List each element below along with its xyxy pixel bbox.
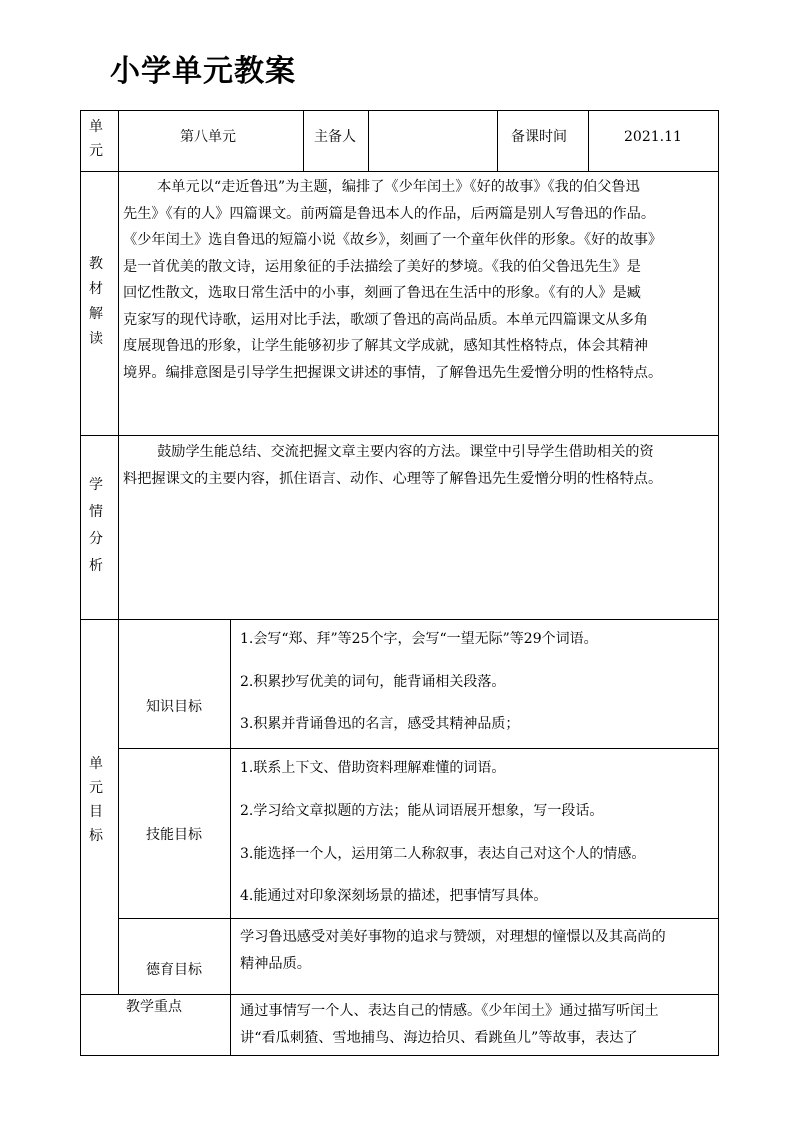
goals-label-char: 标 [89, 828, 103, 844]
knowledge-item: 1.会写“郑、拜”等25个字，会写“一望无际”等29个词语。 [240, 631, 598, 647]
unit-label [86, 115, 106, 163]
focus-line: 通过事情写一个人、表达自己的情感。《少年闰土》通过描写听闰土 [240, 1003, 659, 1019]
preparer-value-cell [368, 110, 498, 172]
textbook-line: 克家写的现代诗歌，运用对比手法，歌颂了鲁迅的高尚品质。本单元四篇课文从多角 [123, 311, 648, 328]
knowledge-item: 2.积累抄写优美的词句，能背诵相关段落。 [240, 674, 506, 690]
textbook-line: 本单元以“走近鲁迅”为主题，编排了《少年闰土》《好的故事》《我的伯父鲁迅 [157, 179, 640, 195]
textbook-label-char: 教 [89, 256, 103, 272]
textbook-label-char: 读 [89, 331, 103, 347]
textbook-line: 《少年闰土》选自鲁迅的短篇小说《故乡》，刻画了一个童年伙伴的形象。《好的故事》 [123, 232, 663, 248]
analysis-line: 鼓励学生能总结、交流把握文章主要内容的方法。课堂中引导学生借助相关的资 [157, 444, 654, 460]
skill-item: 2.学习给文章拟题的方法；能从词语展开想象，写一段话。 [240, 803, 604, 819]
analysis-label-char: 析 [89, 558, 103, 574]
date-value: 2021.11 [624, 129, 682, 145]
textbook-line: 度展现鲁迅的形象，让学生能够初步了解其文学成就，感知其性格特点，体会其精神 [123, 338, 648, 354]
analysis-line: 料把握课文的主要内容，抓住语言、动作、心理等了解鲁迅先生爱憎分明的性格特点。 [123, 470, 663, 487]
page-title: 小学单元教案 [110, 54, 296, 89]
date-label: 备课时间 [511, 129, 567, 145]
skill-item: 3.能选择一个人，运用第二人称叙事，表达自己对这个人的情感。 [240, 846, 646, 862]
moral-line: 精神品质。 [240, 955, 311, 972]
textbook-label-char: 材 [89, 281, 103, 297]
preparer-label: 主备人 [314, 129, 356, 145]
moral-paragraph [240, 924, 666, 977]
skill-item: 4.能通过对印象深刻场景的描述，把事情写具体。 [240, 888, 548, 904]
textbook-line: 境界。编排意图是引导学生把握课文讲述的事情，了解鲁迅先生爱憎分明的性格特点。 [123, 364, 663, 381]
skill-item: 1.联系上下文、借助资料理解难懂的词语。 [240, 760, 506, 776]
goals-label-char: 元 [89, 780, 103, 796]
textbook-line: 回忆性散文，选取日常生活中的小事，刻画了鲁迅在生活中的形象。《有的人》是臧 [123, 285, 641, 301]
textbook-label-char: 解 [89, 306, 103, 322]
goals-label [86, 752, 106, 848]
skill-label: 技能目标 [146, 827, 202, 843]
focus-label: 教学重点 [126, 999, 182, 1015]
goals-label-char: 目 [89, 804, 103, 820]
focus-line: 讲“看瓜刺猹、雪地捕鸟、海边拾贝、看跳鱼儿”等故事，表达了 [240, 1029, 638, 1046]
knowledge-label: 知识目标 [146, 699, 202, 715]
analysis-paragraph [123, 439, 662, 492]
textbook-line: 是一首优美的散文诗，运用象征的手法描绘了美好的梦境。《我的伯父鲁迅先生》是 [123, 258, 641, 275]
unit-label-char: 元 [89, 143, 103, 159]
textbook-paragraph [123, 174, 662, 386]
moral-label: 德育目标 [146, 962, 202, 978]
goals-label-char: 单 [89, 756, 103, 772]
analysis-label-char: 学 [89, 477, 103, 493]
unit-value: 第八单元 [180, 129, 236, 145]
knowledge-item: 3.积累并背诵鲁迅的名言，感受其精神品质； [240, 716, 520, 732]
analysis-label [86, 472, 106, 580]
focus-paragraph [240, 998, 659, 1051]
unit-label-char: 单 [89, 119, 103, 135]
moral-line: 学习鲁迅感受对美好事物的追求与赞颂，对理想的憧憬以及其高尚的 [240, 929, 666, 945]
analysis-label-char: 分 [89, 531, 103, 547]
textbook-label [86, 252, 106, 352]
moral-label-cell [118, 918, 231, 995]
textbook-line: 先生》《有的人》四篇课文。前两篇是鲁迅本人的作品，后两篇是别人写鲁迅的作品。 [123, 205, 656, 222]
knowledge-label-cell [118, 619, 231, 749]
analysis-label-char: 情 [89, 504, 103, 520]
